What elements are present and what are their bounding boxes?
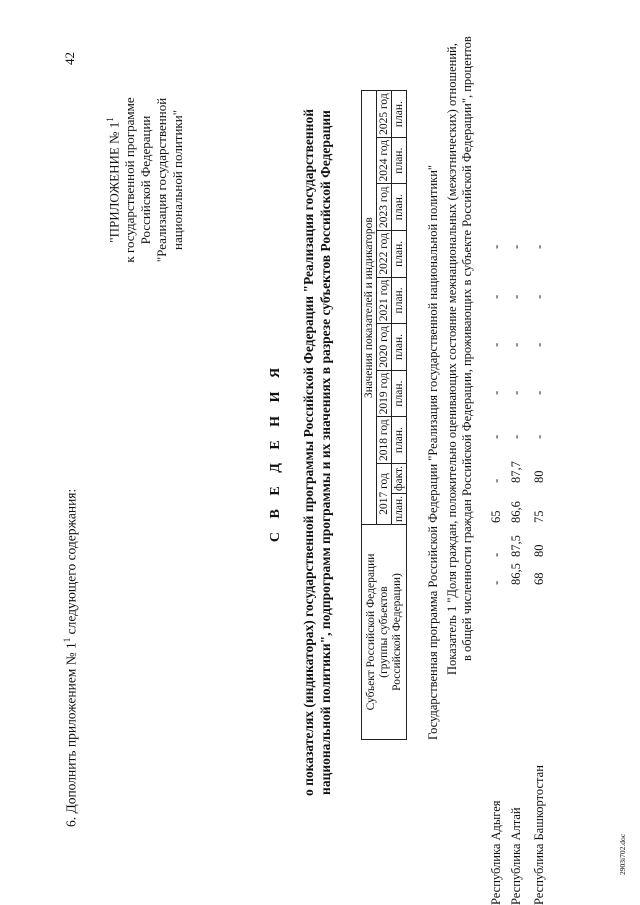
plan-label: план. [392, 231, 407, 278]
row-value: - [489, 478, 503, 483]
year-header: 2024 год [377, 137, 392, 184]
row-value: - [509, 434, 523, 439]
plan-label: план. [392, 417, 407, 464]
year-header: 2025 год [377, 91, 392, 138]
intro-text: 6. Дополнить приложением № $1^1$ следующего содержания: [62, 488, 79, 827]
values-header: Значения показателей и индикаторов [362, 91, 377, 525]
plan-label: план. [392, 370, 407, 417]
row-value: - [532, 294, 546, 299]
row-value: - [509, 244, 523, 249]
appendix-heading [102, 55, 186, 305]
plan-label: план. [392, 493, 407, 524]
row-value: 80 [532, 544, 546, 557]
row-subject-name: Республика Башкортостан [532, 765, 546, 905]
row-value: - [532, 244, 546, 249]
row-value: - [489, 552, 503, 557]
row-value: - [509, 390, 523, 395]
appendix-line-2: к государственной программе [122, 97, 138, 263]
document-title: С В Е Д Е Н И Я [268, 362, 283, 543]
year-header: 2019 год [377, 370, 392, 417]
row-value: - [532, 390, 546, 395]
appendix-line-4: "Реализация государственной [154, 97, 170, 263]
row-value: - [489, 244, 503, 249]
row-value: - [509, 294, 523, 299]
year-header: 2020 год [377, 324, 392, 371]
row-value: 86,5 [509, 563, 523, 585]
row-value: 65 [489, 510, 503, 523]
year-header: 2022 год [377, 231, 392, 278]
row-value: - [489, 434, 503, 439]
subject-header: Субъект Российской Федерации (группы субъектов Российской Федерации) [362, 525, 407, 740]
row-value: 87,5 [509, 535, 523, 557]
document-code: 2903i702.doc [618, 833, 627, 875]
row-value: - [489, 390, 503, 395]
appendix-line-5: национальной политики" [170, 110, 186, 251]
indicators-table-header [361, 90, 407, 740]
page-number: 42 [62, 52, 77, 65]
plan-label: план. [392, 324, 407, 371]
row-value: - [489, 580, 503, 585]
year-header: 2018 год [377, 417, 392, 464]
plan-label: план. [392, 277, 407, 324]
row-value: 87,7 [509, 461, 523, 483]
indicator-description: Показатель 1 "Доля граждан, положительно оценивающих состояние межнациональных (межэтнических) отношений, в общей численности граждан Российской Федерации, проживающих в субъекте Российской Федерации", процентов [445, 36, 474, 675]
row-value: 80 [532, 470, 546, 483]
row-value: - [532, 434, 546, 439]
row-value: - [489, 342, 503, 347]
plan-label: план. [392, 184, 407, 231]
row-value: 75 [532, 510, 546, 523]
document-subtitle: о показателях (индикаторах) государственной программы Российской Федерации "Реализация государственной национальной политики", подпрограмм программы и их значениях в разрезе субъектов Российской Федерации [301, 109, 333, 797]
fact-label: факт. [392, 463, 407, 493]
row-value: - [489, 294, 503, 299]
row-value: 86,6 [509, 501, 523, 523]
row-subject-name: Республика Адыгея [489, 800, 503, 905]
row-value: 68 [532, 572, 546, 585]
appendix-line-3: Российской Федерации [138, 115, 154, 245]
program-line: Государственная программа Российской Федерации "Реализация государственной национальной политики" [426, 164, 440, 741]
year-header: 2017 год [377, 463, 392, 524]
year-header: 2021 год [377, 277, 392, 324]
row-value: - [532, 342, 546, 347]
row-subject-name: Республика Алтай [509, 807, 523, 905]
plan-label: план. [392, 137, 407, 184]
year-header: 2023 год [377, 184, 392, 231]
row-value: - [509, 342, 523, 347]
plan-label: план. [392, 91, 407, 138]
appendix-line-1: "ПРИЛОЖЕНИЕ № $1^1$ [105, 117, 122, 243]
